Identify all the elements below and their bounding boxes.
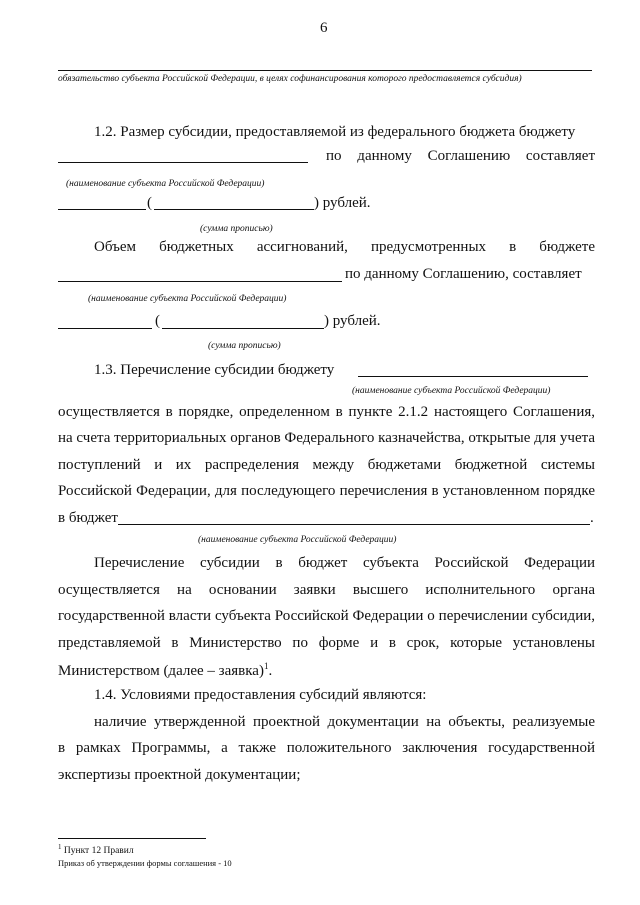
footnote-text: Пункт 12 Правил [61,846,134,857]
amount-words-blank-2 [162,328,324,329]
header-note: обязательство субъекта Российской Федерации, в целях софинансирования которого предоставляется субсидия) [58,74,522,84]
sum-words-note-1: (сумма прописью) [200,224,273,234]
transfer-para-line-5-text: Министерством (далее – заявка) [58,663,264,679]
clause-1-3-para-line-4: Российской Федерации, для последующего перечисления в установленном порядке [58,483,595,499]
subject-name-note-4: (наименование субъекта Российской Федерации) [198,535,397,545]
paren-open-2: ( [155,313,160,329]
header-rule [58,70,592,71]
document-source: Приказ об утверждении формы соглашения - 10 [58,858,232,868]
clause-1-2-line-2: по данному Соглашению составляет [326,148,595,164]
sum-words-note-2: (сумма прописью) [208,341,281,351]
clause-1-2-line-1: 1.2. Размер субсидии, предоставляемой из федерального бюджета бюджету [94,124,576,140]
paren-open-1: ( [147,195,152,211]
clause-1-4-para-line-1: наличие утвержденной проектной документации на объекты, реализуемые [94,714,595,730]
clause-1-4-para-line-3: экспертизы проектной документации; [58,767,301,783]
transfer-para-line-3: государственной власти субъекта Российской Федерации о перечислении субсидии, [58,608,595,624]
amount-words-blank-1 [154,209,314,210]
rubles-2: ) рублей. [324,313,381,329]
subject-blank-1 [58,162,308,163]
clause-1-3-para-line-2: на счета территориальных органов Федерального казначейства, открытые для учета [58,430,596,446]
page-number: 6 [320,20,328,36]
subject-blank-3 [358,376,588,377]
clause-1-3-line-1: 1.3. Перечисление субсидии бюджету [94,362,335,378]
clause-1-3-para-line-5: в бюджет [58,510,118,526]
subject-name-note-1: (наименование субъекта Российской Федерации) [66,179,265,189]
footnote [58,843,134,856]
amount-blank-1 [58,209,146,210]
footnote-ref: 1 [263,661,269,671]
subject-name-note-2: (наименование субъекта Российской Федерации) [88,294,287,304]
subject-blank-2 [58,281,342,282]
period-2: . [268,663,273,679]
transfer-para-line-1: Перечисление субсидии в бюджет субъекта Российской Федерации [94,555,595,571]
clause-1-4-line-1: 1.4. Условиями предоставления субсидий являются: [94,687,427,703]
footnote-number: 1 [58,843,62,851]
period-1: . [590,510,594,526]
clause-1-3-para-line-1: осуществляется в порядке, определенном в пункте 2.1.2 настоящего Соглашения, [58,404,595,420]
transfer-para-line-2: осуществляется на основании заявки высшего исполнительного органа [58,582,595,598]
amount-blank-2 [58,328,152,329]
transfer-para-line-4: представляемой в Министерство по форме и в срок, которые установлены [58,635,595,651]
transfer-para-line-5 [58,661,272,680]
subject-blank-4 [118,524,590,525]
clause-1-4-para-line-2: в рамках Программы, а также положительного заключения государственной [58,740,595,756]
subject-name-note-3: (наименование субъекта Российской Федерации) [352,386,551,396]
footnote-rule [58,838,206,839]
clause-1-3-para-line-3: поступлений и их распределения между бюджетами бюджетной системы [58,457,595,473]
clause-1-2-line-3: Объем бюджетных ассигнований, предусмотренных в бюджете [94,239,595,255]
rubles-1: ) рублей. [314,195,371,211]
clause-1-2-line-4: по данному Соглашению, составляет [345,266,582,282]
